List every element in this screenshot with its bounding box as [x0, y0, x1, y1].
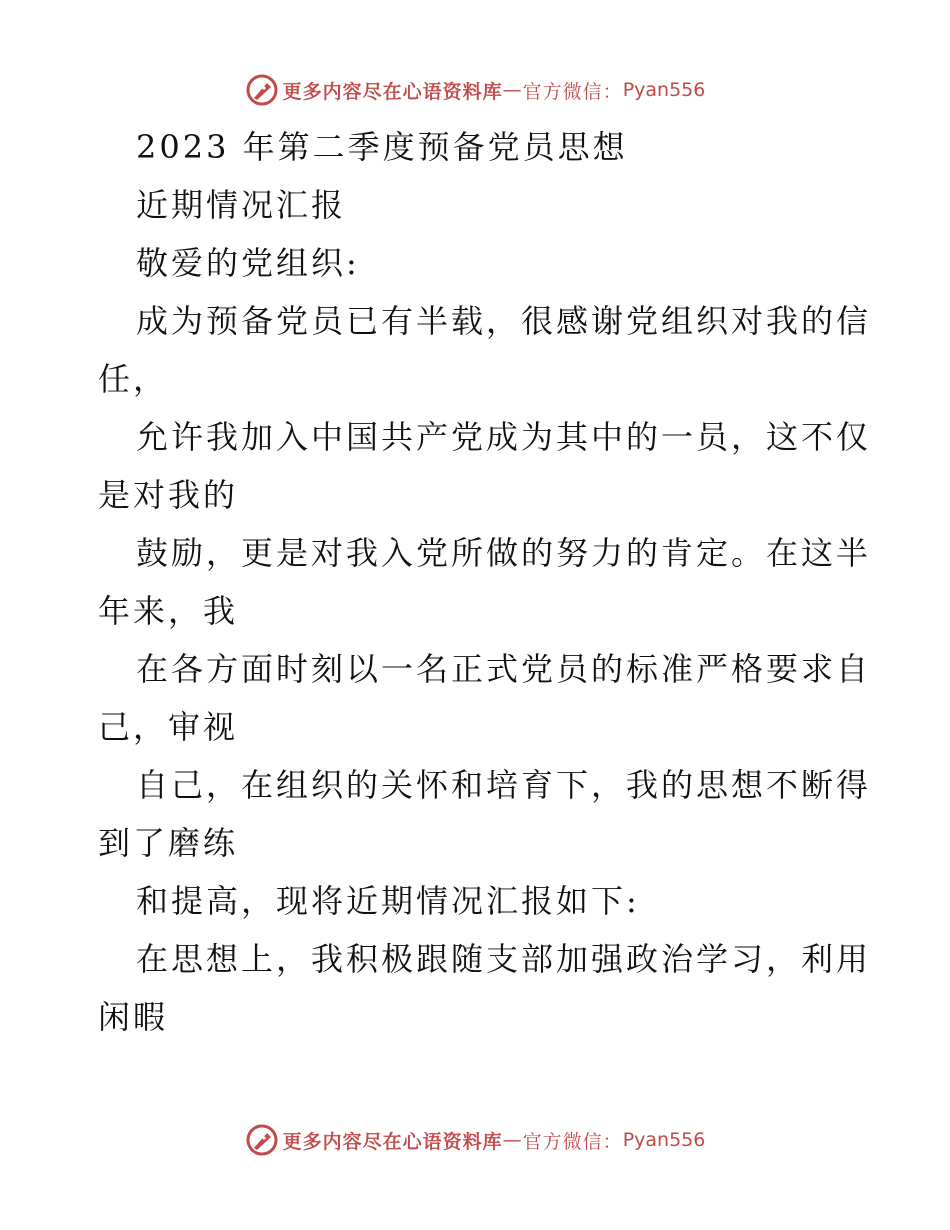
text-line: 年来，我	[98, 592, 239, 630]
watermark-brand: 更多内容尽在心语资料库	[282, 1130, 503, 1153]
watermark-separator: —	[502, 1129, 523, 1151]
text-line: 2023 年第二季度预备党员思想	[136, 128, 628, 166]
fountain-pen-circle-icon	[245, 1123, 279, 1157]
watermark-wechat-id: Pyan556	[622, 79, 706, 101]
text-line: 成为预备党员已有半载，很感谢党组织对我的信	[136, 302, 872, 340]
text-line: 是对我的	[98, 476, 239, 514]
watermark-separator: —	[502, 79, 523, 101]
text-line: 鼓励，更是对我入党所做的努力的肯定。在这半	[136, 534, 872, 572]
text-line: 任，	[98, 360, 169, 398]
text-line: 和提高，现将近期情况汇报如下:	[136, 882, 640, 920]
text-line: 己，审视	[98, 708, 239, 746]
text-line: 自己，在组织的关怀和培育下，我的思想不断得	[136, 766, 872, 804]
text-line: 到了磨练	[98, 824, 239, 862]
text-line: 允许我加入中国共产党成为其中的一员，这不仅	[136, 418, 872, 456]
fountain-pen-circle-icon	[245, 73, 279, 107]
text-line: 在思想上，我积极跟随支部加强政治学习，利用	[136, 940, 872, 978]
text-line: 闲暇	[98, 998, 169, 1036]
text-line: 在各方面时刻以一名正式党员的标准严格要求自	[136, 650, 872, 688]
text-line: 敬爱的党组织:	[136, 244, 360, 282]
header-watermark	[0, 70, 950, 110]
watermark-wechat-label: 官方微信：	[522, 80, 623, 103]
document-body	[98, 118, 872, 1046]
watermark-wechat-label: 官方微信：	[522, 1130, 623, 1153]
footer-watermark	[0, 1120, 950, 1160]
watermark-wechat-id: Pyan556	[622, 1129, 706, 1151]
watermark-brand: 更多内容尽在心语资料库	[282, 80, 503, 103]
text-line: 近期情况汇报	[136, 186, 347, 224]
